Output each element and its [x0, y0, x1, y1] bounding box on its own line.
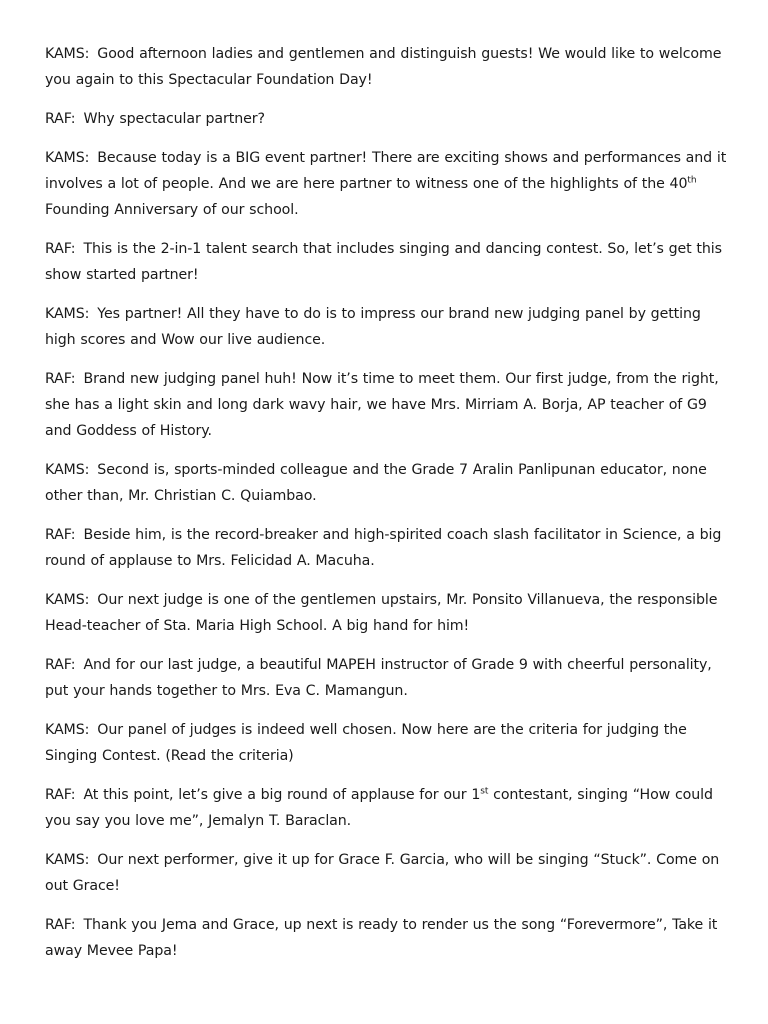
dialogue-text: Brand new judging panel huh! Now it’s time to meet them. Our first judge, from the right, she has a light skin and long dark wavy hair, we have Mrs. Mirriam A. Borja, AP teacher of G9 and Goddess of History. [45, 371, 719, 439]
dialogue-text: This is the 2-in-1 talent search that includes singing and dancing contest. So, let’s get this show started partner! [45, 241, 722, 283]
speaker-label: RAF: [45, 527, 76, 543]
script-paragraph [45, 782, 728, 834]
speaker-label: KAMS: [45, 150, 90, 166]
dialogue-text: Good afternoon ladies and gentlemen and distinguish guests! We would like to welcome you again to this Spectacular Foundation Day! [45, 46, 722, 88]
speaker-label: KAMS: [45, 46, 90, 62]
speaker-label: KAMS: [45, 462, 90, 478]
script-paragraph [45, 522, 728, 574]
script-paragraph [45, 457, 728, 509]
script-body [45, 41, 728, 964]
dialogue-text: Founding Anniversary of our school. [45, 202, 299, 218]
script-paragraph [45, 652, 728, 704]
dialogue-text: And for our last judge, a beautiful MAPEH instructor of Grade 9 with cheerful personality, put your hands together to Mrs. Eva C. Mamangun. [45, 657, 712, 699]
speaker-label: RAF: [45, 241, 76, 257]
dialogue-text: Thank you Jema and Grace, up next is ready to render us the song “Forevermore”, Take it away Mevee Papa! [45, 917, 718, 959]
dialogue-text: Our panel of judges is indeed well chosen. Now here are the criteria for judging the Singing Contest. (Read the criteria) [45, 722, 687, 764]
dialogue-text: Our next performer, give it up for Grace F. Garcia, who will be singing “Stuck”. Come on out Grace! [45, 852, 720, 894]
ordinal-suffix: st [480, 786, 489, 797]
speaker-label: RAF: [45, 111, 76, 127]
dialogue-text: Beside him, is the record-breaker and high-spirited coach slash facilitator in Science, a big round of applause to Mrs. Felicidad A. Macuha. [45, 527, 722, 569]
script-paragraph [45, 366, 728, 444]
dialogue-text: contestant, singing “How could you say you love me”, Jemalyn T. Baraclan. [45, 787, 713, 829]
speaker-label: RAF: [45, 371, 76, 387]
script-paragraph [45, 912, 728, 964]
speaker-label: KAMS: [45, 852, 90, 868]
speaker-label: KAMS: [45, 722, 90, 738]
script-paragraph [45, 717, 728, 769]
script-paragraph [45, 587, 728, 639]
script-paragraph [45, 301, 728, 353]
dialogue-text: Yes partner! All they have to do is to impress our brand new judging panel by getting high scores and Wow our live audience. [45, 306, 701, 348]
ordinal-suffix: th [687, 175, 697, 186]
script-paragraph [45, 145, 728, 223]
speaker-label: RAF: [45, 917, 76, 933]
speaker-label: RAF: [45, 657, 76, 673]
dialogue-text: Because today is a BIG event partner! There are exciting shows and performances and it involves a lot of people. And we are here partner to witness one of the highlights of the 40 [45, 150, 727, 192]
script-paragraph [45, 847, 728, 899]
dialogue-text: Our next judge is one of the gentlemen upstairs, Mr. Ponsito Villanueva, the responsible Head-teacher of Sta. Maria High School. A big hand for him! [45, 592, 718, 634]
speaker-label: RAF: [45, 787, 76, 803]
speaker-label: KAMS: [45, 592, 90, 608]
script-paragraph [45, 236, 728, 288]
speaker-label: KAMS: [45, 306, 90, 322]
script-paragraph [45, 106, 728, 132]
script-paragraph [45, 41, 728, 93]
dialogue-text: Why spectacular partner? [83, 111, 265, 127]
dialogue-text: At this point, let’s give a big round of applause for our 1 [83, 787, 481, 803]
dialogue-text: Second is, sports-minded colleague and the Grade 7 Aralin Panlipunan educator, none other than, Mr. Christian C. Quiambao. [45, 462, 707, 504]
